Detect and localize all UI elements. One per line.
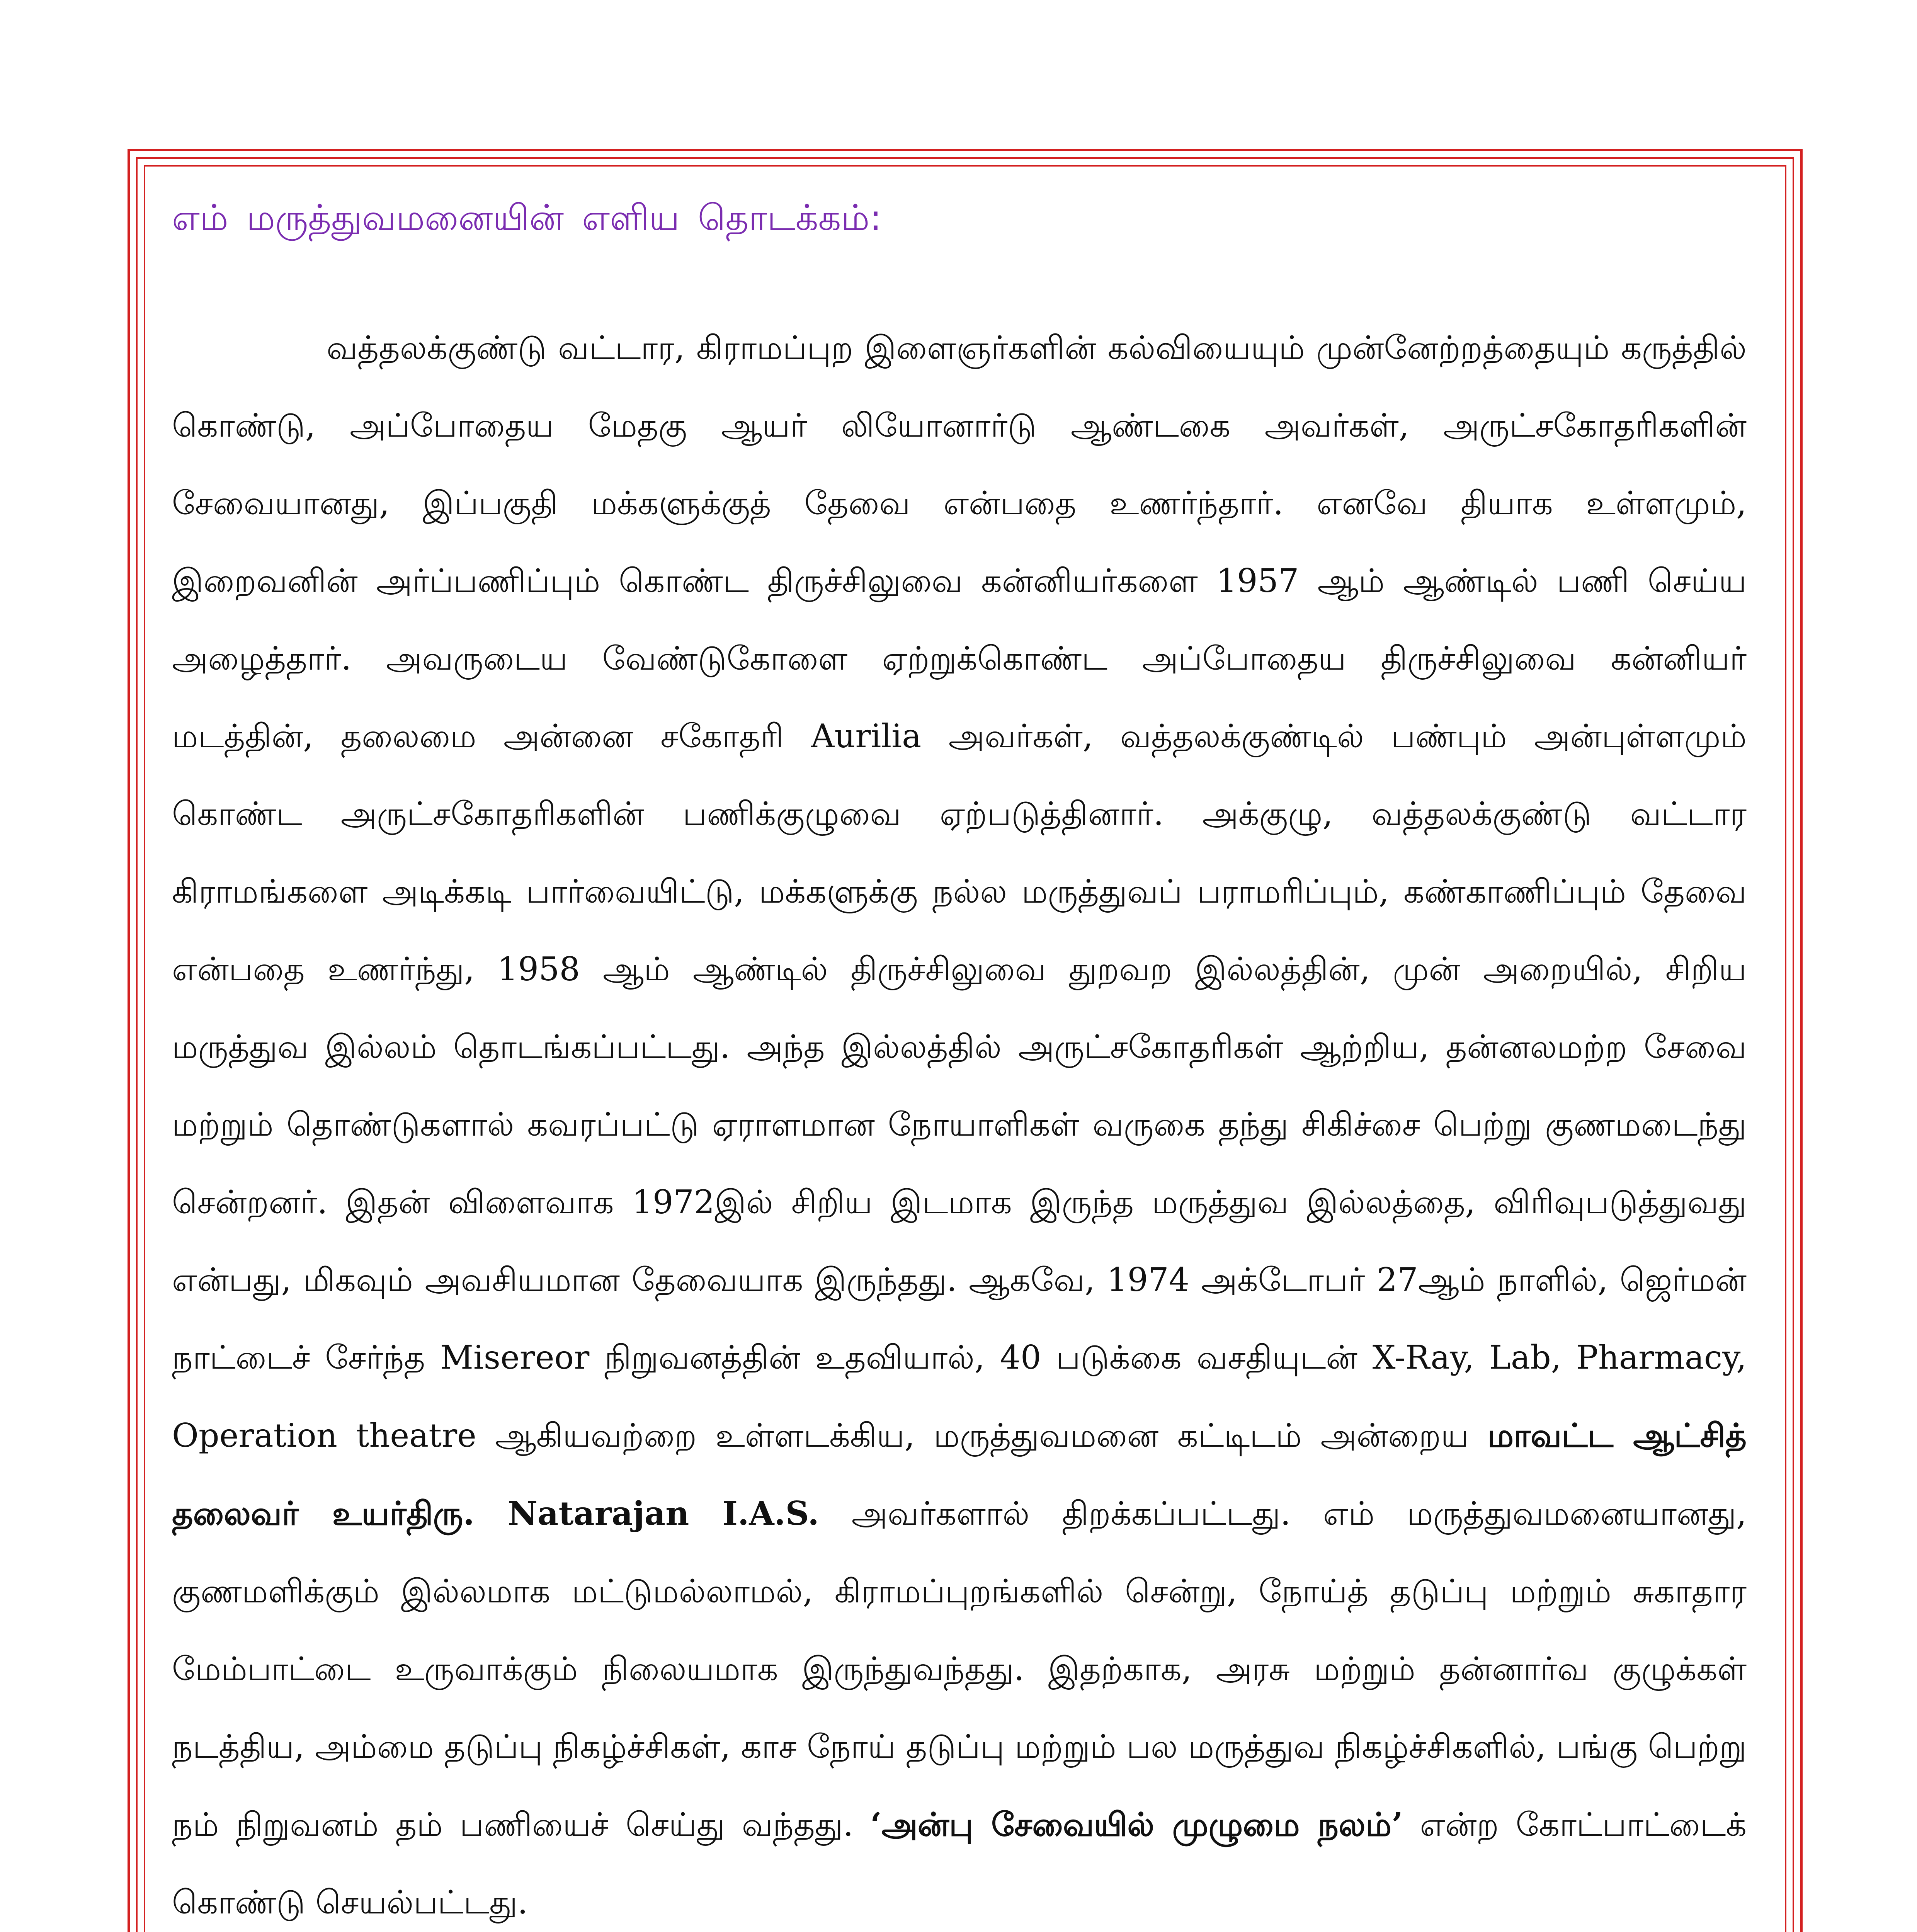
body-text-part-3: என்ற கோட்பாட்டைக் கொண்டு செயல்பட்டது. bbox=[172, 1806, 1747, 1921]
motto-bold: ‘அன்பு சேவையில் முழுமை நலம்’ bbox=[870, 1805, 1403, 1844]
collector-name-bold: மாவட்ட ஆட்சித் தலைவர் உயர்திரு. Natarajan I.A.S. bbox=[172, 1416, 1747, 1532]
body-text-part-1: வத்தலக்குண்டு வட்டார, கிராமப்புற இளைஞர்களின் கல்வியையும் முன்னேற்றத்தையும் கருத்தில் கொண்டு, அப்போதைய மேதகு ஆயர் லியோனார்டு ஆண்டகை அவர்கள், அருட்சகோதரிகளின் சேவையானது, இப்பகுதி மக்களுக்குத் தேவை என்பதை உணர்ந்தார். எனவே தியாக உள்ளமும், இறைவனின் அர்ப்பணிப்பும் கொண்ட திருச்சிலுவை கன்னியர்களை 1957 ஆம் ஆண்டில் பணி செய்ய அழைத்தார். அவருடைய வேண்டுகோளை ஏற்றுக்கொண்ட அப்போதைய திருச்சிலுவை கன்னியர் மடத்தின், தலைமை அன்னை சகோதரி Aurilia அவர்கள், வத்தலக்குண்டில் பண்பும் அன்புள்ளமும் கொண்ட அருட்சகோதரிகளின் பணிக்குழுவை ஏற்படுத்தினார். அக்குழு, வத்தலக்குண்டு வட்டார கிராமங்களை அடிக்கடி பார்வையிட்டு, மக்களுக்கு நல்ல மருத்துவப் பராமரிப்பும், கண்காணிப்பும் தேவை என்பதை உணர்ந்து, 1958 ஆம் ஆண்டில் திருச்சிலுவை துறவற இல்லத்தின், முன் அறையில், சிறிய மருத்துவ இல்லம் தொடங்கப்பட்டது. அந்த இல்லத்தில் அருட்சகோதரிகள் ஆற்றிய, தன்னலமற்ற சேவை மற்றும் தொண்டுகளால் கவரப்பட்டு ஏராளமான நோயாளிகள் வருகை தந்து சிகிச்சை பெற்று குணமடைந்து சென்றனர். இதன் விளைவாக 1972இல் சிறிய இடமாக இருந்த மருத்துவ இல்லத்தை, விரிவுபடுத்துவது என்பது, மிகவும் அவசியமான தேவையாக இருந்தது. ஆகவே, 1974 அக்டோபர் 27ஆம் நாளில், ஜெர்மன் நாட்டைச் சேர்ந்த Misereor நிறுவனத்தின் உதவியால், 40 படுக்கை வசதியுடன் X-Ray, Lab, Pharmacy, Operation theatre ஆகியவற்றை உள்ளடக்கிய, மருத்துவமனை கட்டிடம் அன்றைய bbox=[172, 329, 1747, 1454]
body-paragraph bbox=[172, 309, 1747, 1932]
document-content bbox=[172, 182, 1747, 1932]
body-text-part-2: அவர்களால் திறக்கப்பட்டது. எம் மருத்துவமனையானது, குணமளிக்கும் இல்லமாக மட்டுமல்லாமல், கிராமப்புறங்களில் சென்று, நோய்த் தடுப்பு மற்றும் சுகாதார மேம்பாட்டை உருவாக்கும் நிலையமாக இருந்துவந்தது. இதற்காக, அரசு மற்றும் தன்னார்வ குழுக்கள் நடத்திய, அம்மை தடுப்பு நிகழ்ச்சிகள், காச நோய் தடுப்பு மற்றும் பல மருத்துவ நிகழ்ச்சிகளில், பங்கு பெற்று நம் நிறுவனம் தம் பணியைச் செய்து வந்தது. bbox=[172, 1495, 1747, 1844]
section-heading: எம் மருத்துவமனையின் எளிய தொடக்கம்: bbox=[172, 197, 882, 238]
